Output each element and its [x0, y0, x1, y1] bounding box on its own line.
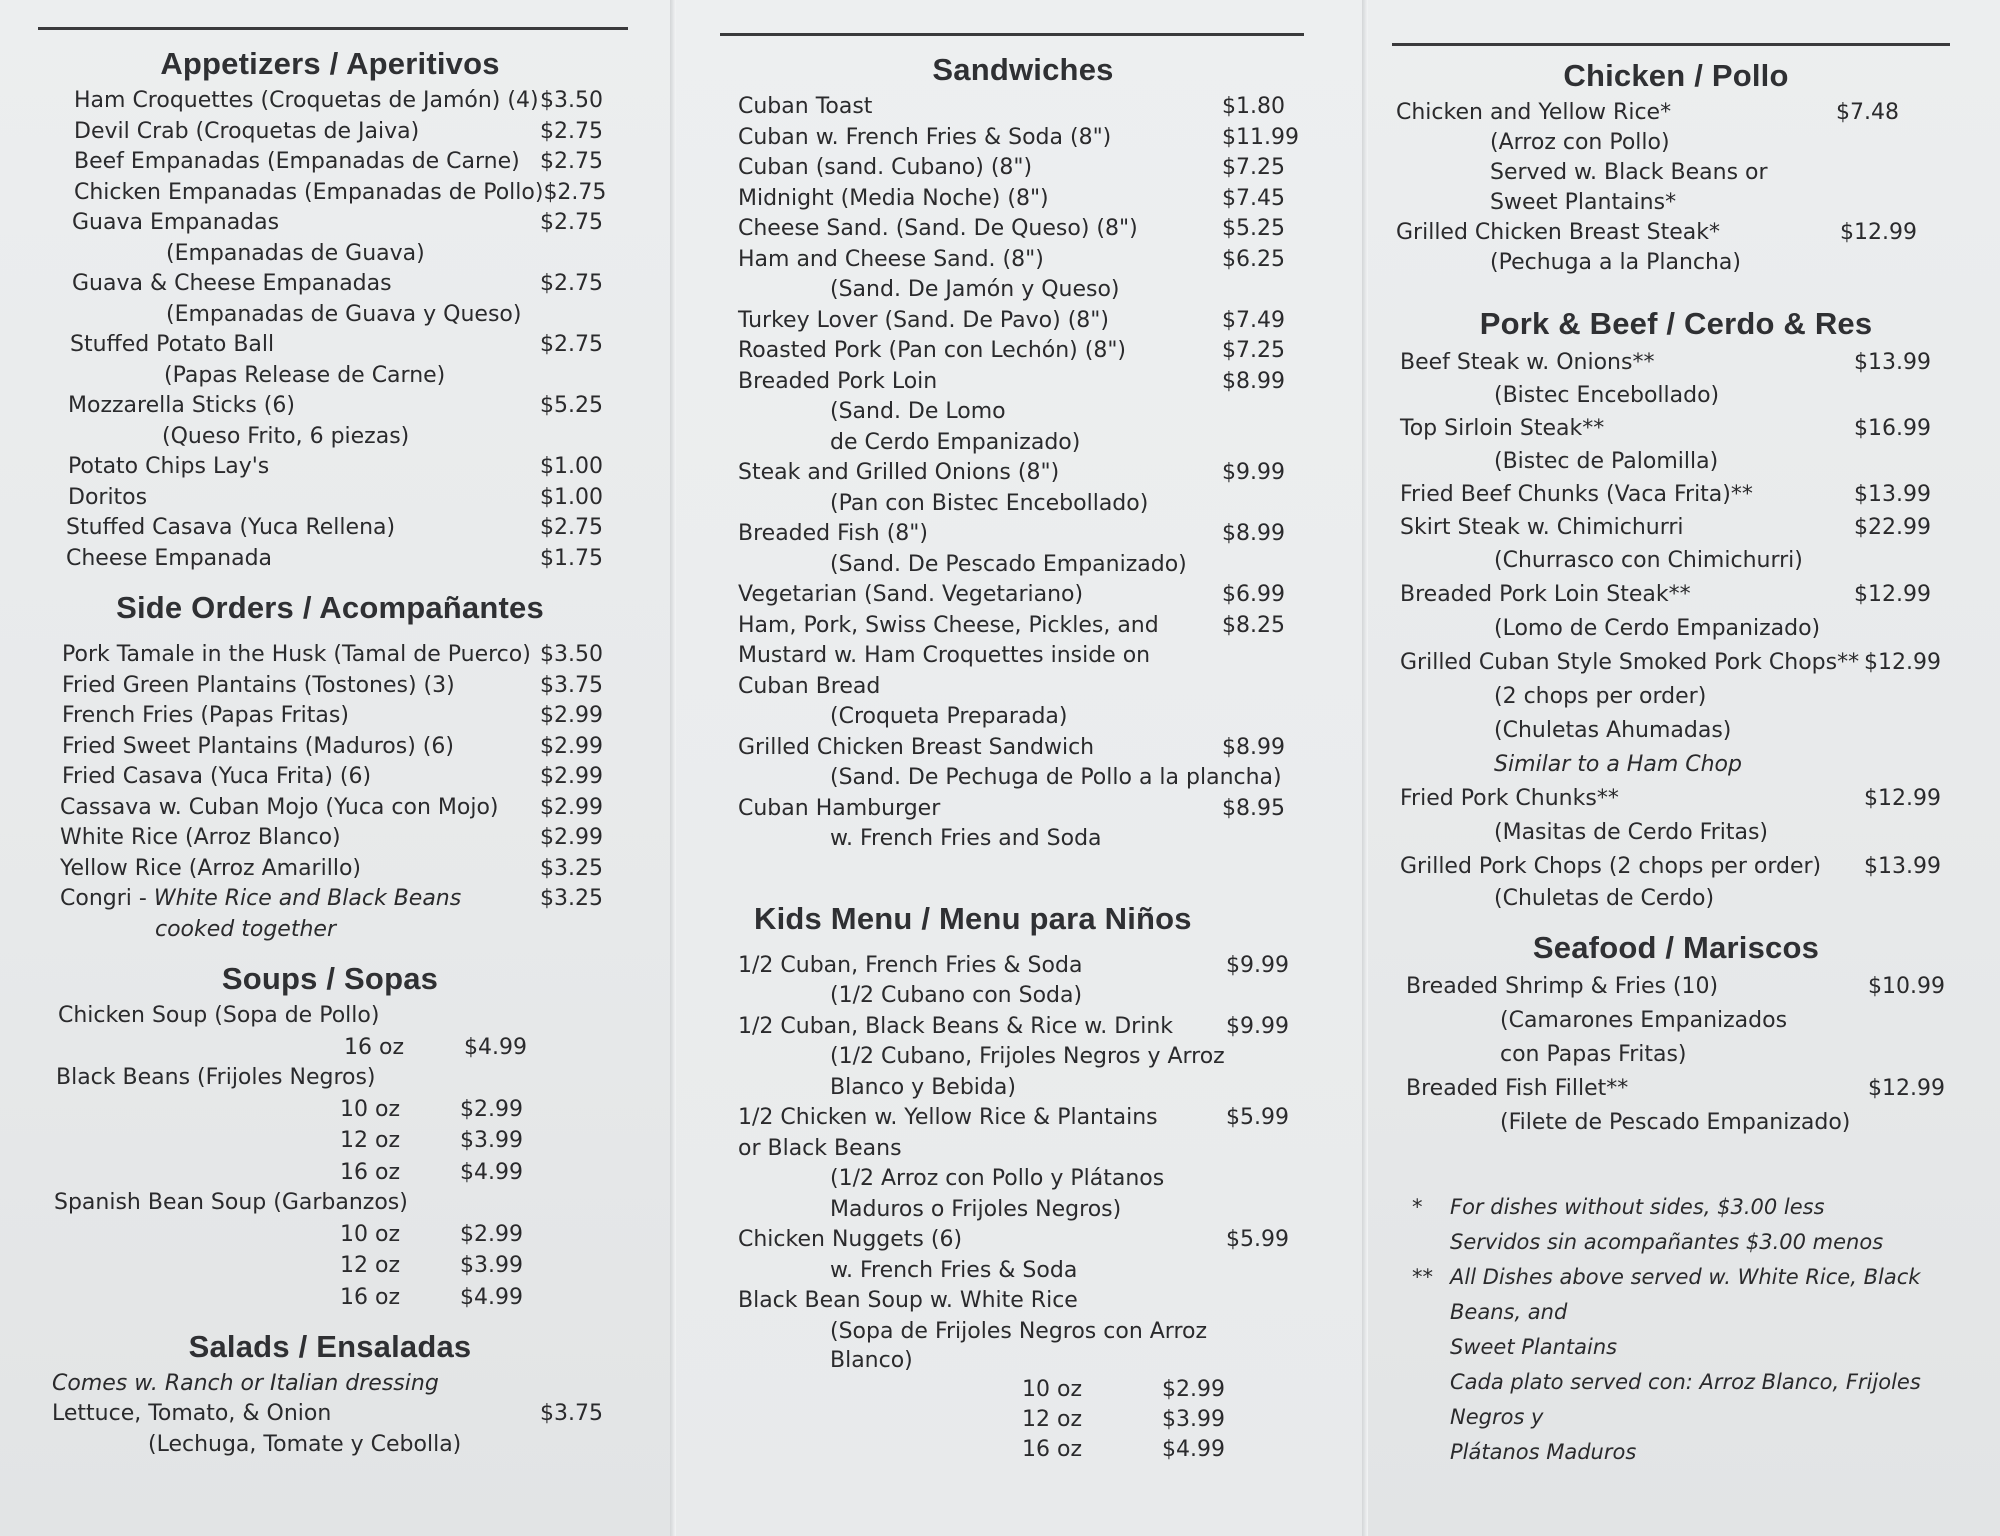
menu-item: Stuffed Potato Ball $2.75	[70, 332, 603, 357]
item-subtitle: (Chuletas Ahumadas)	[1494, 718, 1732, 743]
menu-item: Ham, Pork, Swiss Cheese, Pickles, and $8.25	[738, 612, 1285, 638]
footnote: * For dishes without sides, $3.00 less	[1412, 1195, 1825, 1219]
item-subtitle: (Lechuga, Tomate y Cebolla)	[148, 1431, 462, 1457]
item-subtitle: (Filete de Pescado Empanizado)	[1500, 1110, 1851, 1135]
menu-item: Breaded Pork Loin Steak** $12.99	[1400, 582, 1931, 607]
right-column	[1396, 52, 1956, 1470]
menu-item: Breaded Pork Loin $8.99	[738, 368, 1285, 394]
item-subtitle: (1/2 Arroz con Pollo y Plátanos	[830, 1166, 1165, 1191]
item-subtitle: (Croqueta Preparada)	[830, 704, 1068, 729]
size-row: 12 oz $3.99	[340, 1128, 523, 1153]
menu-item: Ham Croquettes (Croquetas de Jamón) (4) $3.50	[74, 88, 603, 113]
item-description: Mustard w. Ham Croquettes inside on	[738, 643, 1151, 668]
menu-item: Doritos $1.00	[68, 484, 603, 510]
salads-list	[50, 1369, 610, 1460]
chicken-list	[1396, 98, 1956, 278]
item-subtitle: (Papas Release de Carne)	[164, 362, 446, 388]
menu-item: Cuban Hamburger $8.95	[738, 795, 1285, 821]
seafood-list	[1396, 970, 1956, 1140]
size-row: 10 oz $2.99	[340, 1221, 523, 1247]
section-title-chicken: Chicken / Pollo	[1563, 58, 1789, 93]
menu-item: Grilled Cuban Style Smoked Pork Chops** $12.99	[1400, 650, 1941, 675]
item-subtitle: (Lomo de Cerdo Empanizado)	[1494, 616, 1821, 641]
item-subtitle: de Cerdo Empanizado)	[830, 429, 1081, 455]
menu-item: Lettuce, Tomato, & Onion $3.75	[52, 1401, 603, 1426]
menu-item: Breaded Shrimp & Fries (10) $10.99	[1406, 974, 1945, 999]
fold-line	[1362, 0, 1368, 1536]
menu-item: Cuban (sand. Cubano) (8") $7.25	[738, 155, 1285, 180]
sides-list	[50, 640, 610, 945]
footnotes	[1396, 1190, 1956, 1470]
menu-item: Grilled Chicken Breast Sandwich $8.99	[738, 734, 1285, 760]
item-subtitle: Sweet Plantains*	[1490, 190, 1677, 215]
item-subtitle: (Sand. De Pescado Empanizado)	[830, 551, 1187, 577]
appetizers-list	[50, 86, 610, 574]
size-row: 10 oz $2.99	[340, 1096, 523, 1122]
item-subtitle: (Pan con Bistec Encebollado)	[830, 490, 1149, 516]
menu-item: Grilled Chicken Breast Steak* $12.99	[1396, 220, 1917, 245]
section-title-sides: Side Orders / Acompañantes	[116, 590, 544, 625]
item-subtitle: (2 chops per order)	[1494, 684, 1707, 709]
menu-item: Yellow Rice (Arroz Amarillo) $3.25	[60, 855, 603, 881]
menu-item: Cuban w. French Fries & Soda (8") $11.99	[738, 124, 1299, 150]
item-description: White Rice and Black Beans	[153, 886, 462, 911]
porkbeef-list	[1396, 346, 1956, 914]
item-subtitle: (Arroz con Pollo)	[1490, 130, 1670, 155]
item-subtitle: con Papas Fritas)	[1500, 1042, 1687, 1067]
footnote: Servidos sin acompañantes $3.00 menos	[1450, 1230, 1884, 1254]
menu-item: Devil Crab (Croquetas de Jaiva) $2.75	[74, 118, 603, 144]
fold-line	[670, 0, 676, 1536]
menu-item: Fried Beef Chunks (Vaca Frita)** $13.99	[1400, 482, 1931, 507]
menu-item: Black Bean Soup w. White Rice	[738, 1288, 1078, 1313]
section-title-salads: Salads / Ensaladas	[188, 1329, 472, 1364]
menu-item: Ham and Cheese Sand. (8") $6.25	[738, 246, 1285, 272]
left-column	[50, 40, 610, 1460]
menu-item: White Rice (Arroz Blanco) $2.99	[60, 825, 603, 850]
sandwiches-list	[738, 92, 1308, 855]
menu-item: Mozzarella Sticks (6) $5.25	[68, 393, 603, 418]
menu-item: Turkey Lover (Sand. De Pavo) (8") $7.49	[738, 307, 1285, 333]
size-row: 16 oz $4.99	[1022, 1437, 1225, 1462]
menu-item: Fried Pork Chunks** $12.99	[1400, 786, 1941, 811]
item-subtitle: Blanco y Bebida)	[830, 1074, 1016, 1100]
item-subtitle: (Camarones Empanizados	[1500, 1008, 1788, 1033]
item-name: Congri -	[60, 886, 154, 911]
item-subtitle: (Sand. De Lomo	[830, 399, 1006, 424]
kids-list	[738, 951, 1308, 1466]
menu-item: Cassava w. Cuban Mojo (Yuca con Mojo) $2.99	[60, 794, 603, 820]
section-title-seafood: Seafood / Mariscos	[1532, 930, 1820, 965]
menu-item: Cheese Empanada $1.75	[66, 545, 603, 571]
menu-item: Chicken Empanadas (Empanadas de Pollo) $2.75	[74, 179, 607, 205]
menu-item: Fried Green Plantains (Tostones) (3) $3.75	[62, 672, 603, 698]
menu-item: Stuffed Casava (Yuca Rellena) $2.75	[66, 515, 603, 540]
item-subtitle: (1/2 Cubano, Frijoles Negros y Arroz	[830, 1044, 1225, 1069]
menu-item: Steak and Grilled Onions (8") $9.99	[738, 460, 1285, 485]
footnote: Sweet Plantains	[1450, 1335, 1618, 1359]
menu-item: Guava Empanadas $2.75	[72, 210, 603, 235]
menu-item: Beef Empanadas (Empanadas de Carne) $2.75	[74, 149, 603, 174]
item-subtitle: (Sand. De Pechuga de Pollo a la plancha)	[830, 765, 1282, 790]
menu-item: Spanish Bean Soup (Garbanzos)	[54, 1190, 408, 1215]
divider	[720, 33, 1304, 36]
menu-item: Midnight (Media Noche) (8") $7.45	[738, 185, 1285, 211]
menu-item: 1/2 Cuban, Black Beans & Rice w. Drink $9.99	[738, 1013, 1289, 1039]
section-title-soups: Soups / Sopas	[221, 961, 439, 996]
menu-item: Breaded Fish (8") $8.99	[738, 521, 1285, 546]
item-subtitle: Maduros o Frijoles Negros)	[830, 1196, 1122, 1222]
item-subtitle: (Bistec de Palomilla)	[1494, 449, 1719, 474]
menu-item: Breaded Fish Fillet** $12.99	[1406, 1076, 1945, 1101]
item-description: cooked together	[155, 916, 336, 942]
item-subtitle: (Empanadas de Guava)	[166, 240, 425, 266]
menu-item: Beef Steak w. Onions** $13.99	[1400, 350, 1931, 375]
item-subtitle: (Chuletas de Cerdo)	[1494, 886, 1715, 911]
item-subtitle: (Bistec Encebollado)	[1494, 383, 1720, 408]
item-subtitle: (Masitas de Cerdo Fritas)	[1494, 820, 1769, 845]
size-row: 16 oz $4.99	[340, 1284, 523, 1310]
menu-item: Pork Tamale in the Husk (Tamal de Puerco) $3.50	[62, 642, 603, 667]
size-row: 12 oz $3.99	[340, 1253, 523, 1278]
divider	[38, 27, 628, 30]
footnote: Cada plato served con: Arroz Blanco, Frijoles Negros y	[1450, 1370, 1921, 1429]
footnote: Plátanos Maduros	[1450, 1440, 1637, 1464]
size-row: 16 oz $4.99	[340, 1159, 523, 1185]
menu-item: Top Sirloin Steak** $16.99	[1400, 416, 1931, 441]
menu-item: Cuban Toast $1.80	[738, 94, 1285, 119]
menu-item: Roasted Pork (Pan con Lechón) (8") $7.25	[738, 338, 1285, 363]
menu-item: Chicken and Yellow Rice* $7.48	[1396, 100, 1899, 125]
section-title-appetizers: Appetizers / Aperitivos	[160, 46, 500, 81]
menu-item: Vegetarian (Sand. Vegetariano) $6.99	[738, 582, 1285, 607]
size-row: 16 oz $4.99	[344, 1034, 527, 1060]
menu-item: Cheese Sand. (Sand. De Queso) (8") $5.25	[738, 216, 1285, 241]
item-subtitle: w. French Fries & Soda	[830, 1257, 1078, 1283]
menu-item: Black Beans (Frijoles Negros)	[56, 1065, 376, 1090]
menu-item: Guava & Cheese Empanadas $2.75	[72, 271, 603, 296]
item-subtitle: Served w. Black Beans or	[1490, 160, 1768, 185]
menu-item: Fried Casava (Yuca Frita) (6) $2.99	[62, 764, 603, 789]
salad-note: Comes w. Ranch or Italian dressing	[52, 1371, 439, 1396]
item-description: Cuban Bread	[738, 673, 881, 699]
item-subtitle: (Churrasco con Chimichurri)	[1494, 548, 1803, 573]
item-subtitle: (Sand. De Jamón y Queso)	[830, 277, 1120, 302]
menu-item: French Fries (Papas Fritas) $2.99	[62, 703, 603, 728]
item-note: Similar to a Ham Chop	[1494, 752, 1742, 777]
menu-item: Grilled Pork Chops (2 chops per order) $13.99	[1400, 854, 1941, 879]
item-subtitle: (1/2 Cubano con Soda)	[830, 983, 1083, 1008]
item-subtitle: (Pechuga a la Plancha)	[1490, 250, 1741, 275]
size-row: 12 oz $3.99	[1022, 1407, 1225, 1432]
menu-item: Fried Sweet Plantains (Maduros) (6) $2.99	[62, 733, 603, 759]
footnote: ** All Dishes above served w. White Rice, Black Beans, and	[1412, 1265, 1921, 1324]
section-title-sandwiches: Sandwiches	[932, 52, 1114, 87]
size-row: 10 oz $2.99	[1022, 1377, 1225, 1402]
item-subtitle: (Empanadas de Guava y Queso)	[166, 301, 522, 327]
middle-column	[738, 46, 1308, 1465]
menu-item: Potato Chips Lay's $1.00	[68, 454, 603, 479]
menu-item: Chicken Nuggets (6) $5.99	[738, 1227, 1289, 1252]
item-description: or Black Beans	[738, 1135, 902, 1161]
menu-item: 1/2 Chicken w. Yellow Rice & Plantains $5.99	[738, 1105, 1289, 1130]
menu-item: Congri - White Rice and Black Beans $3.25	[60, 886, 603, 911]
menu-item: Chicken Soup (Sopa de Pollo)	[58, 1003, 380, 1028]
soups-list	[50, 1001, 610, 1313]
menu-item: 1/2 Cuban, French Fries & Soda $9.99	[738, 952, 1289, 978]
item-subtitle: (Sopa de Frijoles Negros con Arroz	[830, 1318, 1208, 1344]
item-subtitle: w. French Fries and Soda	[830, 826, 1102, 851]
menu-item: Skirt Steak w. Chimichurri $22.99	[1400, 515, 1931, 540]
section-title-porkbeef: Pork & Beef / Cerdo & Res	[1479, 306, 1873, 341]
divider	[1392, 43, 1950, 46]
section-title-kids: Kids Menu / Menu para Niños	[754, 900, 1192, 936]
item-subtitle: (Queso Frito, 6 piezas)	[162, 423, 410, 449]
item-subtitle: Blanco)	[830, 1348, 913, 1373]
